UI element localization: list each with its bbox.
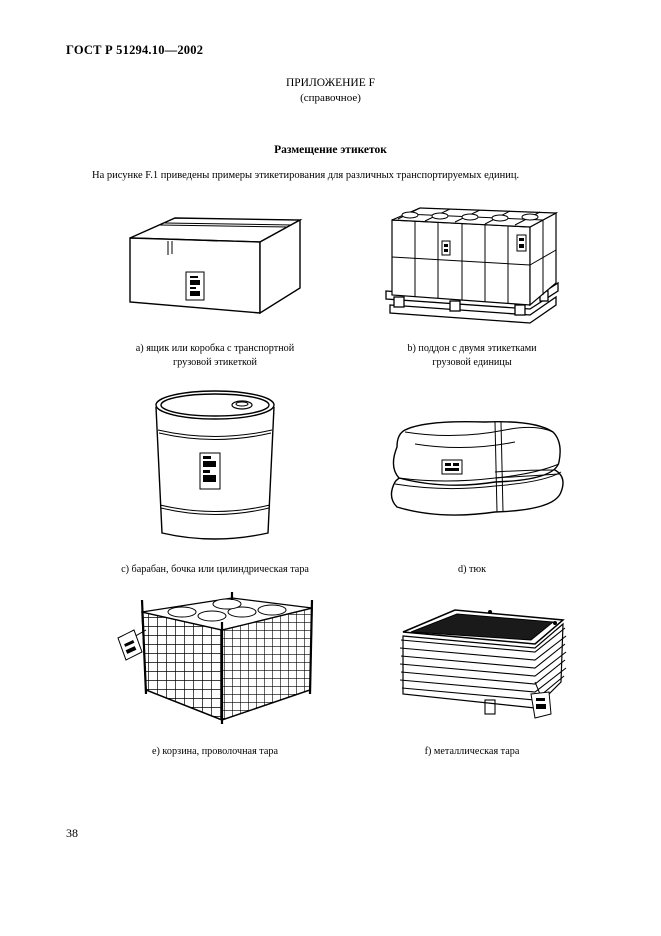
drum-label-icon — [200, 453, 220, 489]
hanging-tag-icon — [118, 630, 146, 660]
pallet-label-front-icon — [442, 241, 450, 255]
caption-f: f) металлическая тара — [424, 746, 520, 757]
caption-a-line1: а) ящик или коробка с транспортной — [135, 343, 295, 354]
caption-a — [100, 342, 330, 370]
document-id: ГОСТ Р 51294.10—2002 — [66, 43, 204, 57]
figure-box — [120, 210, 310, 320]
section-title: Размещение этикеток — [274, 144, 387, 156]
figure-metal-container — [385, 596, 575, 726]
bale-illustration — [385, 412, 575, 522]
box-illustration — [120, 210, 310, 320]
annex-subtitle: (справочное) — [300, 92, 361, 104]
page-number: 38 — [66, 826, 78, 840]
figure-bale — [385, 412, 575, 522]
figure-wire-basket — [112, 590, 332, 730]
bale-label-icon — [442, 460, 462, 474]
intro-paragraph: На рисунке F.1 приведены примеры этикетирования для различных транспортируемых единиц. — [92, 170, 520, 181]
caption-c: с) барабан, бочка или цилиндрическая тара — [121, 564, 309, 575]
caption-b — [372, 342, 572, 370]
drum-illustration — [150, 385, 280, 545]
caption-e: е) корзина, проволочная тара — [151, 746, 279, 757]
figure-drum — [150, 385, 280, 545]
pallet-illustration — [380, 205, 570, 330]
wire-basket-illustration — [112, 590, 332, 730]
figure-pallet — [380, 205, 570, 330]
annex-title: ПРИЛОЖЕНИЕ F — [285, 77, 376, 89]
metal-container-illustration — [385, 596, 575, 726]
caption-d: d) тюк — [457, 564, 487, 575]
caption-a-line2: грузовой этикеткой — [172, 357, 258, 368]
caption-b-line2: грузовой единицы — [432, 357, 512, 368]
pallet-label-side-icon — [517, 235, 526, 251]
caption-b-line1: b) поддон с двумя этикетками — [407, 343, 537, 354]
shipping-label-icon — [186, 272, 204, 300]
